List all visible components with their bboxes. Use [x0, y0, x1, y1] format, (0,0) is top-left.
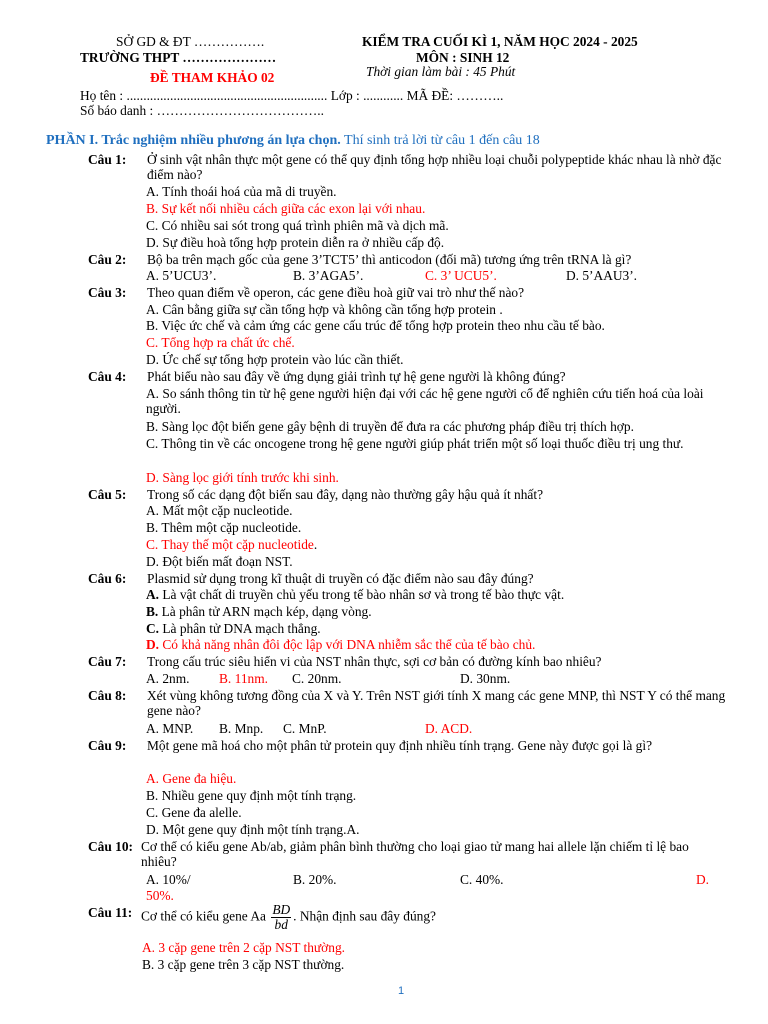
q6-option-b [146, 604, 372, 619]
q9-option-c: C. Gene đa alelle. [146, 805, 242, 820]
q9-label: Câu 9: [88, 738, 127, 753]
q8-option-a: A. MNP. [146, 721, 194, 736]
q6-option-d [146, 637, 535, 652]
q3-text: Theo quan điểm về operon, các gene điều hoà giữ vai trò như thế nào? [147, 285, 525, 300]
q8-option-c: C. MnP. [283, 721, 327, 736]
q8-label: Câu 8: [88, 688, 127, 703]
part-title-rest: Thí sinh trả lời từ câu 1 đến câu 18 [340, 133, 540, 148]
q4-option-d: D. Sàng lọc giới tính trước khi sinh. [146, 470, 339, 485]
q10-option-c: C. 40%. [460, 872, 504, 887]
q5-option-c-tail: . [313, 537, 318, 552]
q6-option-b-text: Là phân tử ARN mạch kép, dạng vòng. [158, 604, 372, 619]
q10-text: Cơ thể có kiểu gene Ab/ab, giảm phân bình thường cho loại giao tử mang hai allele lặn chiếm tỉ lệ bao nhiêu? [141, 839, 689, 869]
q9-option-b: B. Nhiều gene quy định một tính trạng. [146, 788, 357, 803]
q6-option-c [146, 621, 321, 636]
fraction-denominator: bd [274, 917, 288, 932]
q6-option-b-letter: B. [146, 604, 159, 619]
q10-option-d-tail: 50%. [146, 888, 174, 903]
q6-text: Plasmid sử dụng trong kĩ thuật di truyền có đặc điểm nào sau đây đúng? [147, 571, 534, 586]
q4-label: Câu 4: [88, 369, 127, 384]
genotype-fraction [271, 903, 291, 932]
q5-option-c [146, 537, 317, 552]
q6-option-d-text: Có khả năng nhân đôi độc lập với DNA nhiễm sắc thể của tế bào chủ. [159, 637, 536, 652]
q5-option-d: D. Đột biến mất đoạn NST. [146, 554, 293, 569]
sbd-line: Số báo danh : ……………………………….. [80, 103, 324, 118]
q11-option-b: B. 3 cặp gene trên 3 cặp NST thường. [142, 957, 345, 972]
q7-label: Câu 7: [88, 654, 127, 669]
q6-label: Câu 6: [88, 571, 127, 586]
q4-option-b: B. Sàng lọc đột biến gene gây bệnh di truyền để đưa ra các phương pháp điều trị thích hợp. [146, 419, 634, 434]
q6-option-a-letter: A. [146, 587, 160, 602]
q11-text-pre: Cơ thể có kiểu gene Aa [141, 908, 270, 924]
q6-option-a-text: Là vật chất di truyền chủ yếu trong tế bào nhân sơ và trong tế bào thực vật. [159, 587, 565, 602]
q2-label: Câu 2: [88, 252, 127, 267]
q11-label: Câu 11: [88, 905, 133, 920]
q10-label: Câu 10: [88, 839, 134, 854]
q1-option-d: D. Sự điều hoà tổng hợp protein diễn ra ở nhiều cấp độ. [146, 235, 445, 250]
part-title-bold: PHẦN I. Trắc nghiệm nhiều phương án lựa chọn. [46, 133, 341, 148]
q11-text [141, 903, 436, 932]
q1-option-b: B. Sự kết nối nhiều cách giữa các exon lại với nhau. [146, 201, 426, 216]
q1-option-a: A. Tính thoái hoá của mã di truyền. [146, 184, 337, 199]
page-number: 1 [398, 985, 405, 997]
q7-option-b: B. 11nm. [219, 671, 268, 686]
name-line: Họ tên : ............................................................ Lớp : ............ MÃ ĐỀ: ……….. [80, 88, 504, 103]
q3-option-c: C. Tổng hợp ra chất ức chế. [146, 335, 295, 350]
q3-label: Câu 3: [88, 285, 127, 300]
q2-option-d: D. 5’AAU3’. [566, 268, 638, 283]
q11-option-a: A. 3 cặp gene trên 2 cặp NST thường. [142, 940, 345, 955]
q6-option-c-text: Là phân tử DNA mạch thẳng. [159, 621, 321, 636]
exam-ref: ĐỀ THAM KHẢO 02 [150, 70, 275, 85]
q8-option-b: B. Mnp. [219, 721, 264, 736]
q9-text: Một gene mã hoá cho một phân tử protein quy định nhiều tính trạng. Gene này được gọi là gì? [147, 738, 653, 753]
q10-option-a: A. 10%/ [146, 872, 191, 887]
q4-text: Phát biểu nào sau đây về ứng dụng giải trình tự hệ gene người là không đúng? [147, 369, 566, 384]
q7-option-d: D. 30nm. [460, 671, 511, 686]
q2-option-c: C. 3’ UCU5’. [425, 268, 497, 283]
q9-option-a: A. Gene đa hiệu. [146, 771, 237, 786]
q5-option-b: B. Thêm một cặp nucleotide. [146, 520, 302, 535]
q2-option-b: B. 3’AGA5’. [293, 268, 364, 283]
q6-option-a [146, 587, 564, 602]
q5-option-a: A. Mất một cặp nucleotide. [146, 503, 293, 518]
q9-option-d: D. Một gene quy định một tính trạng.A. [146, 822, 360, 837]
q7-option-c: C. 20nm. [292, 671, 342, 686]
q11-text-post: . Nhận định sau đây đúng? [293, 908, 436, 924]
q3-option-d: D. Ức chế sự tổng hợp protein vào lúc cần thiết. [146, 352, 404, 367]
dept-line: SỞ GD & ĐT ……………. [116, 34, 265, 49]
q8-text: Xét vùng không tương đồng của X và Y. Trên NST giới tính X mang các gene MNP, thì NST Y có thể mang gene nào? [147, 688, 726, 718]
q5-label: Câu 5: [88, 487, 127, 502]
fraction-numerator: BD [272, 902, 291, 917]
q6-option-d-letter: D. [146, 637, 160, 652]
q1-text: Ở sinh vật nhân thực một gene có thể quy định tổng hợp nhiều loại chuỗi polypeptide khác nhau là nhờ đặc điểm nào? [147, 152, 722, 182]
q7-option-a: A. 2nm. [146, 671, 190, 686]
q5-text: Trong số các dạng đột biến sau đây, dạng nào thường gây hậu quả ít nhất? [147, 487, 544, 502]
q1-option-c: C. Có nhiều sai sót trong quá trình phiên mã và dịch mã. [146, 218, 449, 233]
q4-option-a: A. So sánh thông tin từ hệ gene người hiện đại với các hệ gene người cổ để nghiên cứu tiến hoá của loài người. [146, 386, 704, 416]
q3-option-b: B. Việc ức chế và cảm ứng các gene cấu trúc để tổng hợp protein theo nhu cầu tế bào. [146, 318, 605, 333]
exam-title: KIỂM TRA CUỐI KÌ 1, NĂM HỌC 2024 - 2025 [362, 34, 638, 49]
q2-option-a: A. 5’UCU3’. [146, 268, 217, 283]
q1-label: Câu 1: [88, 152, 127, 167]
q8-option-d: D. ACD. [425, 721, 473, 736]
school-line: TRƯỜNG THPT ………………… [80, 50, 277, 65]
q10-option-d: D. [696, 872, 710, 887]
q4-option-c: C. Thông tin về các oncogene trong hệ gene người giúp phát triển một số loại thuốc điều trị ung thư. [146, 436, 684, 451]
q7-text: Trong cấu trúc siêu hiển vi của NST nhân thực, sợi cơ bản có đường kính bao nhiêu? [147, 654, 602, 669]
q2-text: Bộ ba trên mạch gốc của gene 3’TCT5’ thì anticodon (đối mã) tương ứng trên tRNA là gì? [147, 252, 632, 267]
q3-option-a: A. Cân bằng giữa sự cần tổng hợp và không cần tổng hợp protein . [146, 302, 503, 317]
part-title [46, 133, 540, 149]
q6-option-c-letter: C. [146, 621, 160, 636]
time-limit: Thời gian làm bài : 45 Phút [366, 64, 516, 79]
subject: MÔN : SINH 12 [416, 50, 510, 65]
q10-option-b: B. 20%. [293, 872, 337, 887]
q5-option-c-text: C. Thay thế một cặp nucleotide [146, 537, 314, 552]
